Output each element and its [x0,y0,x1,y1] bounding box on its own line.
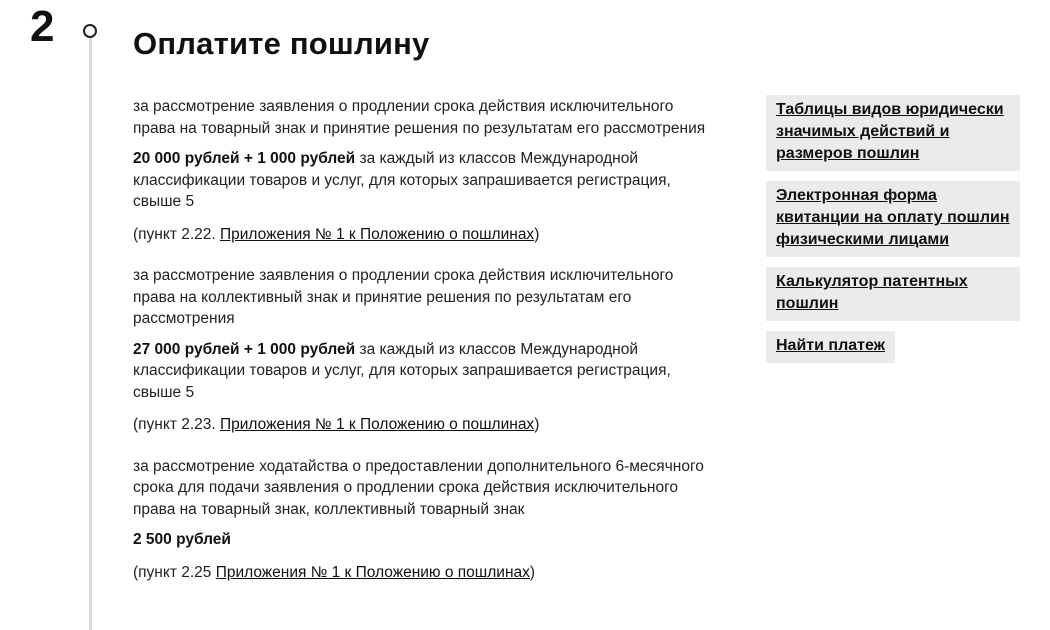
fee-item-renewal-trademark [133,96,713,245]
fee-reference-suffix: ) [534,225,540,243]
fee-reference [133,562,713,584]
fee-item-renewal-collective [133,265,713,436]
fee-description: за рассмотрение заявления о продлении срока действия исключительного права на товарный знак и принятие решения по результатам его рассмотрения [133,98,706,137]
payment-receipt-form-link[interactable]: Электронная форма квитанции на оплату пошлин физическими лицами [766,181,1020,257]
fee-reference-suffix: ) [529,563,536,581]
fee-price [133,529,713,551]
fee-reference-prefix: (пункт 2.23. [133,416,221,433]
fee-price [133,148,713,213]
fee-regulation-link[interactable]: Приложения № 1 к Положению о пошлинах [220,225,535,243]
fee-tables-link[interactable]: Таблицы видов юридически значимых действий и размеров пошлин [766,95,1020,171]
step-number: 2 [30,2,55,51]
fee-amount: 27 000 рублей + 1 000 рублей [133,340,356,358]
page-title: Оплатите пошлину [133,26,430,61]
timeline-dot-icon [83,24,97,38]
fee-reference-prefix: (пункт 2.22. [133,225,221,243]
fee-condition: за каждый из классов Международной классификации товаров и услуг, для которых запрашивается регистрация, свыше 5 [133,150,671,210]
fee-condition: за каждый из классов Международной классификации товаров и услуг, для которых запрашивается регистрация, свыше 5 [133,340,671,401]
fee-amount: 2 500 рублей [133,531,231,548]
fee-item-extension-petition [133,456,713,584]
fee-reference [133,414,713,436]
sidebar-links [766,95,1020,373]
fee-list [133,96,713,603]
fee-calculator-link[interactable]: Калькулятор патентных пошлин [766,267,1020,321]
fee-amount: 20 000 рублей + 1 000 рублей [133,150,356,167]
fee-reference [133,224,713,246]
fee-price [133,339,713,404]
fee-description: за рассмотрение заявления о продлении срока действия исключительного права на коллективный знак и принятие решения по результатам его рассмотрения [133,267,674,327]
fee-regulation-link[interactable]: Приложения № 1 к Положению о пошлинах [215,563,530,581]
find-payment-link[interactable]: Найти платеж [766,331,895,363]
fee-reference-suffix: ) [534,416,540,433]
fee-description: за рассмотрение ходатайства о предоставлении дополнительного 6-месячного срока для подачи заявления о продлении срока действия исключительного права на товарный знак, коллективный товарный знак [133,457,704,518]
timeline-line [89,36,92,630]
fee-reference-prefix: (пункт 2.25 [133,563,216,581]
fee-regulation-link[interactable]: Приложения № 1 к Положению о пошлинах [220,416,535,433]
